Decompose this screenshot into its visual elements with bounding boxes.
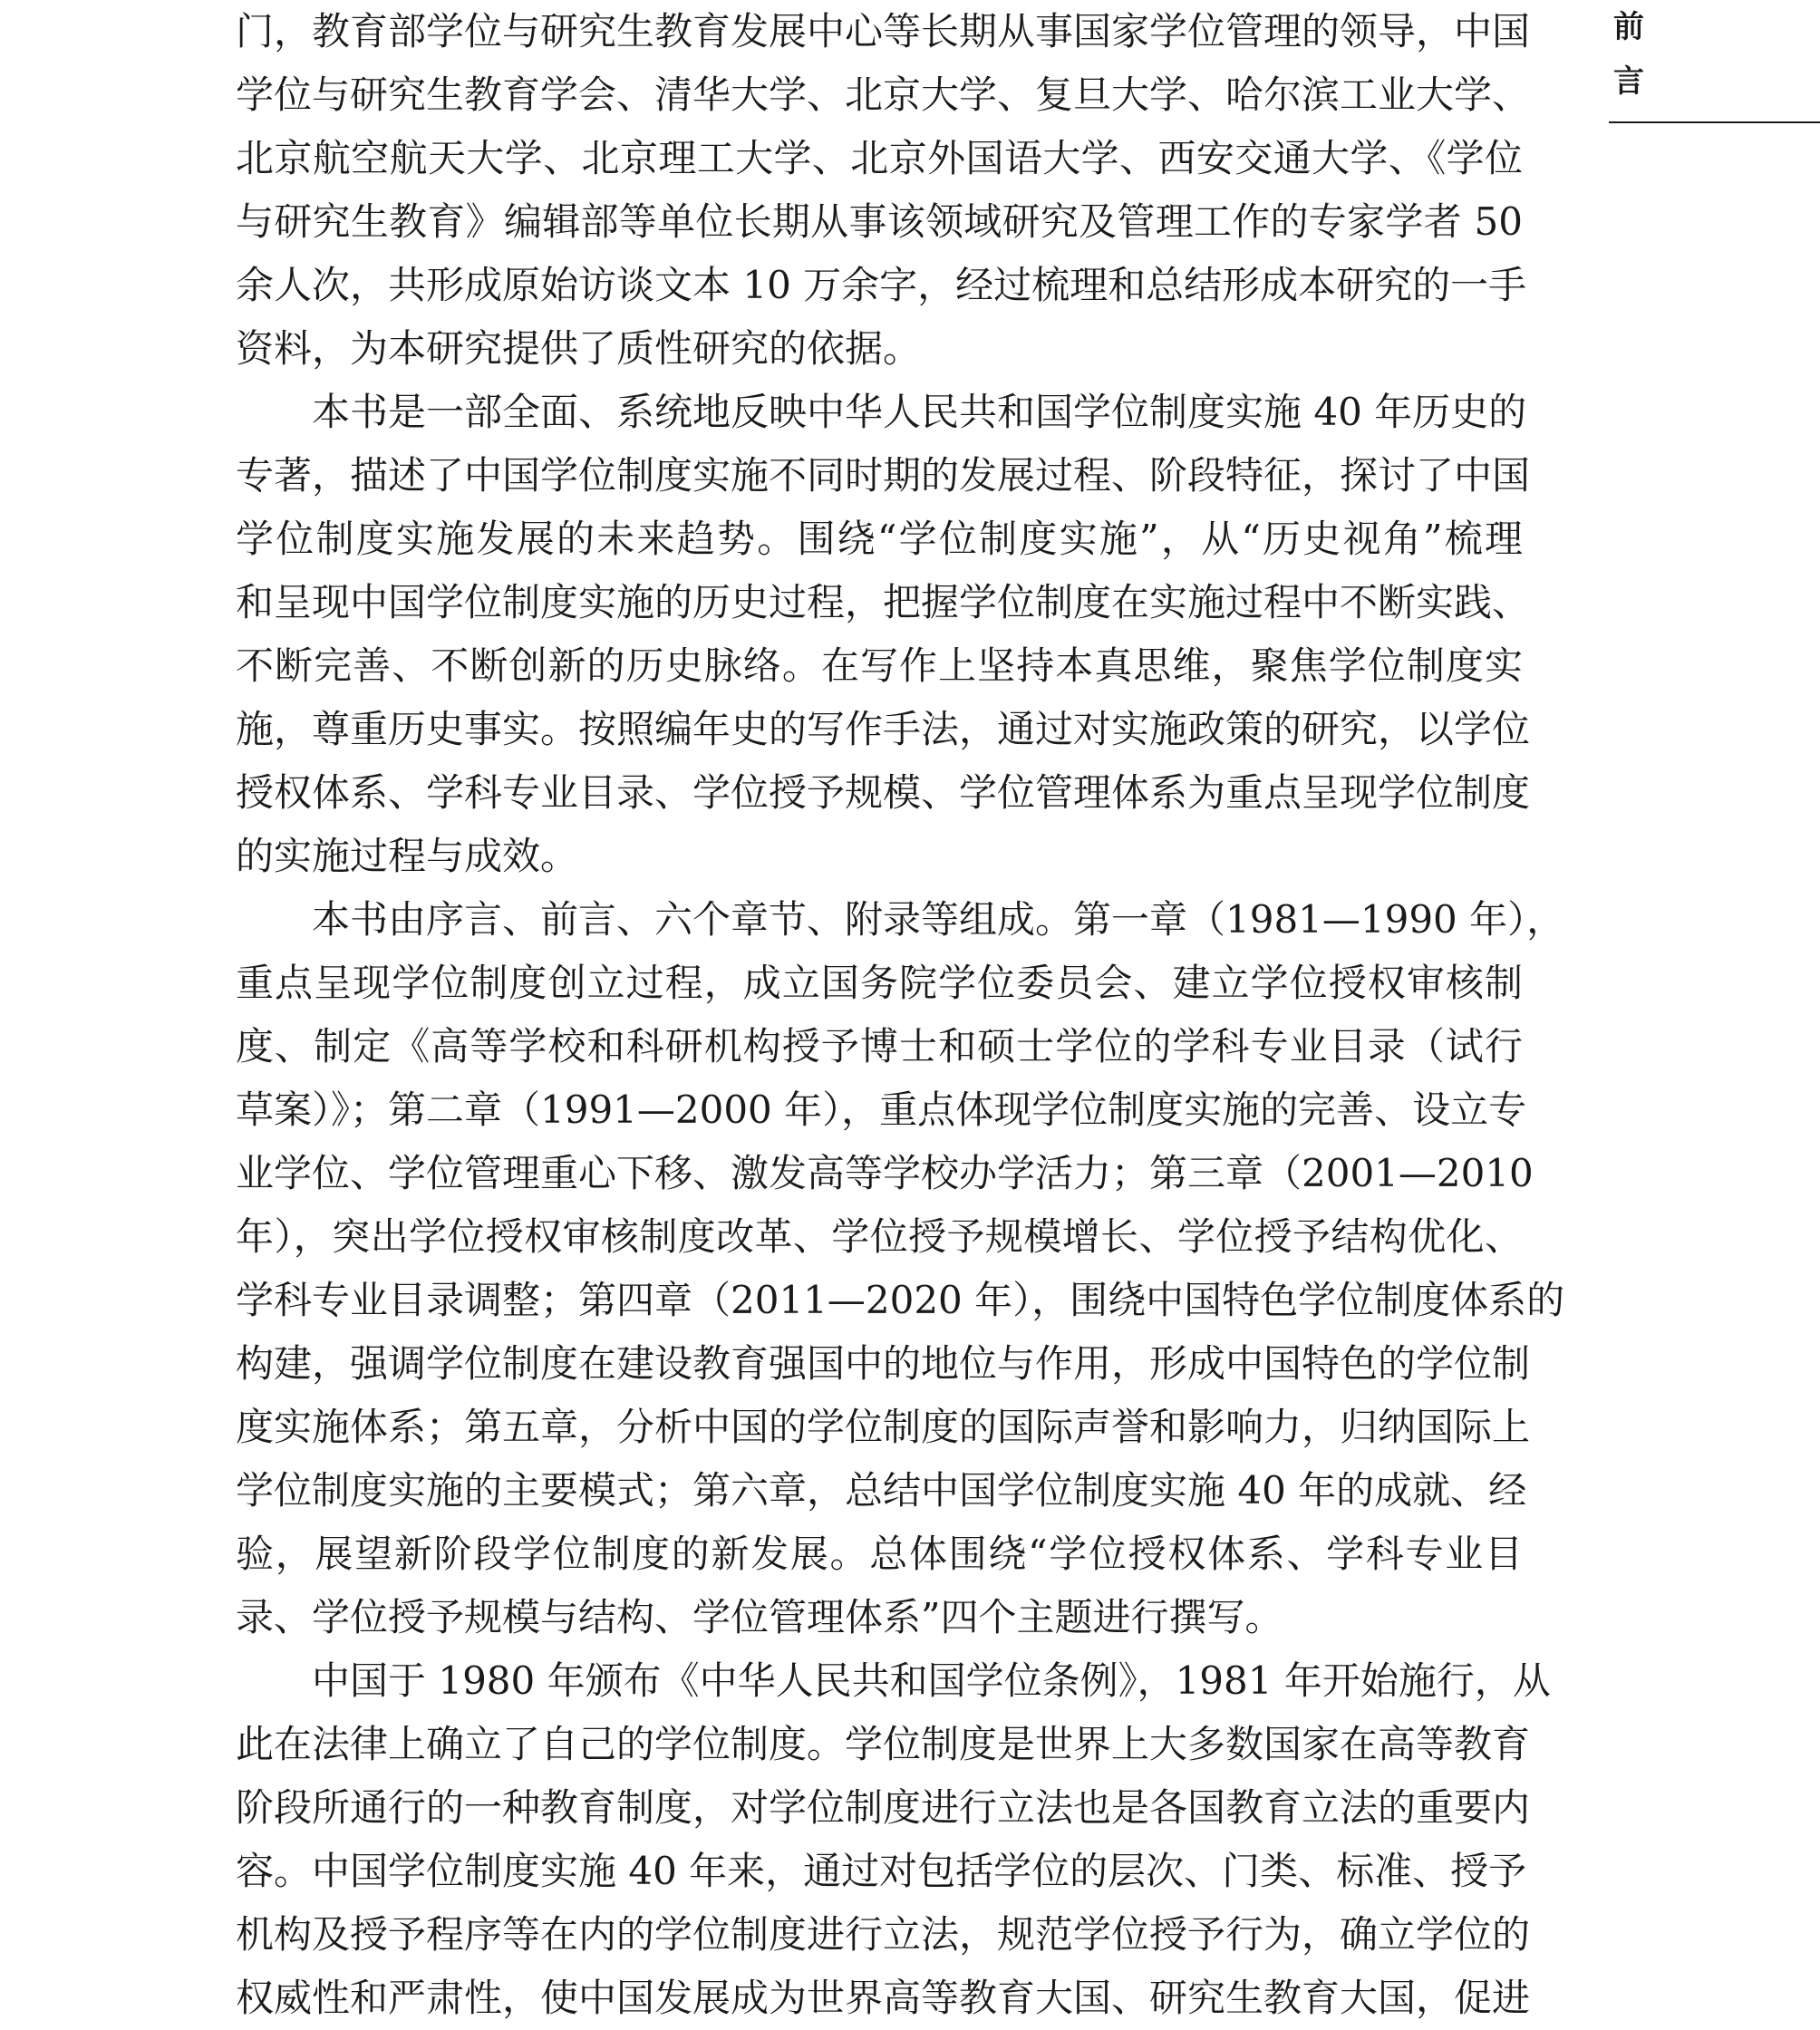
running-head-char: 前 bbox=[1613, 9, 1644, 45]
text-line: 不断完善、不断创新的历史脉络。在写作上坚持本真思维，聚焦学位制度实 bbox=[236, 643, 1523, 688]
text-line: 学位制度实施的主要模式；第六章，总结中国学位制度实施 40 年的成就、经 bbox=[236, 1468, 1527, 1513]
text-line: 度、制定《高等学校和科研机构授予博士和硕士学位的学科专业目录（试行 bbox=[236, 1024, 1523, 1068]
text-line: 学科专业目录调整；第四章（2011—2020 年），围绕中国特色学位制度体系的 bbox=[236, 1278, 1565, 1322]
text-line: 构建，强调学位制度在建设教育强国中的地位与作用，形成中国特色的学位制 bbox=[236, 1341, 1531, 1386]
text-line: 本书是一部全面、系统地反映中华人民共和国学位制度实施 40 年历史的 bbox=[236, 390, 1527, 434]
running-head-char: 言 bbox=[1613, 63, 1644, 100]
text-line: 余人次，共形成原始访谈文本 10 万余字，经过梳理和总结形成本研究的一手 bbox=[236, 263, 1527, 307]
text-line: 度实施体系；第五章，分析中国的学位制度的国际声誉和影响力，归纳国际上 bbox=[236, 1405, 1531, 1449]
body-text bbox=[236, 0, 1565, 2030]
text-line: 与研究生教育》编辑部等单位长期从事该领域研究及管理工作的专家学者 50 bbox=[236, 199, 1523, 244]
text-line: 和呈现中国学位制度实施的历史过程，把握学位制度在实施过程中不断实践、 bbox=[236, 580, 1531, 624]
text-line: 年），突出学位授权审核制度改革、学位授予规模增长、学位授予结构优化、 bbox=[236, 1214, 1523, 1259]
text-line: 机构及授予程序等在内的学位制度进行立法，规范学位授予行为，确立学位的 bbox=[236, 1912, 1531, 1957]
text-line: 权威性和严肃性，使中国发展成为世界高等教育大国、研究生教育大国，促进 bbox=[236, 1976, 1531, 2020]
text-line: 的实施过程与成效。 bbox=[236, 834, 579, 878]
text-line: 资料，为本研究提供了质性研究的依据。 bbox=[236, 326, 922, 371]
text-line: 专著，描述了中国学位制度实施不同时期的发展过程、阶段特征，探讨了中国 bbox=[236, 453, 1531, 498]
text-line: 北京航空航天大学、北京理工大学、北京外国语大学、西安交通大学、《学位 bbox=[236, 136, 1523, 180]
text-line: 中国于 1980 年颁布《中华人民共和国学位条例》，1981 年开始施行，从 bbox=[236, 1658, 1551, 1703]
text-line: 容。中国学位制度实施 40 年来，通过对包括学位的层次、门类、标准、授予 bbox=[236, 1849, 1527, 1893]
header-rule bbox=[1609, 121, 1820, 123]
text-line: 重点呈现学位制度创立过程，成立国务院学位委员会、建立学位授权审核制 bbox=[236, 961, 1523, 1005]
text-line: 学位与研究生教育学会、清华大学、北京大学、复旦大学、哈尔滨工业大学、 bbox=[236, 72, 1531, 117]
text-line: 授权体系、学科专业目录、学位授予规模、学位管理体系为重点呈现学位制度 bbox=[236, 770, 1531, 815]
text-line: 学位制度实施发展的未来趋势。围绕“学位制度实施”，从“历史视角”梳理 bbox=[236, 517, 1523, 561]
text-line: 草案）》；第二章（1991—2000 年），重点体现学位制度实施的完善、设立专 bbox=[236, 1088, 1527, 1132]
running-head bbox=[1613, 0, 1650, 109]
text-line: 业学位、学位管理重心下移、激发高等学校办学活力；第三章（2001—2010 bbox=[236, 1151, 1534, 1195]
text-line: 本书由序言、前言、六个章节、附录等组成。第一章（1981—1990 年）， bbox=[236, 897, 1565, 942]
text-line: 门，教育部学位与研究生教育发展中心等长期从事国家学位管理的领导，中国 bbox=[236, 9, 1531, 53]
text-line: 施，尊重历史事实。按照编年史的写作手法，通过对实施政策的研究，以学位 bbox=[236, 707, 1531, 751]
text-line: 验，展望新阶段学位制度的新发展。总体围绕“学位授权体系、学科专业目 bbox=[236, 1532, 1523, 1576]
text-line: 此在法律上确立了自己的学位制度。学位制度是世界上大多数国家在高等教育 bbox=[236, 1722, 1531, 1766]
text-line: 阶段所通行的一种教育制度，对学位制度进行立法也是各国教育立法的重要内 bbox=[236, 1785, 1531, 1830]
text-line: 录、学位授予规模与结构、学位管理体系”四个主题进行撰写。 bbox=[236, 1595, 1283, 1639]
